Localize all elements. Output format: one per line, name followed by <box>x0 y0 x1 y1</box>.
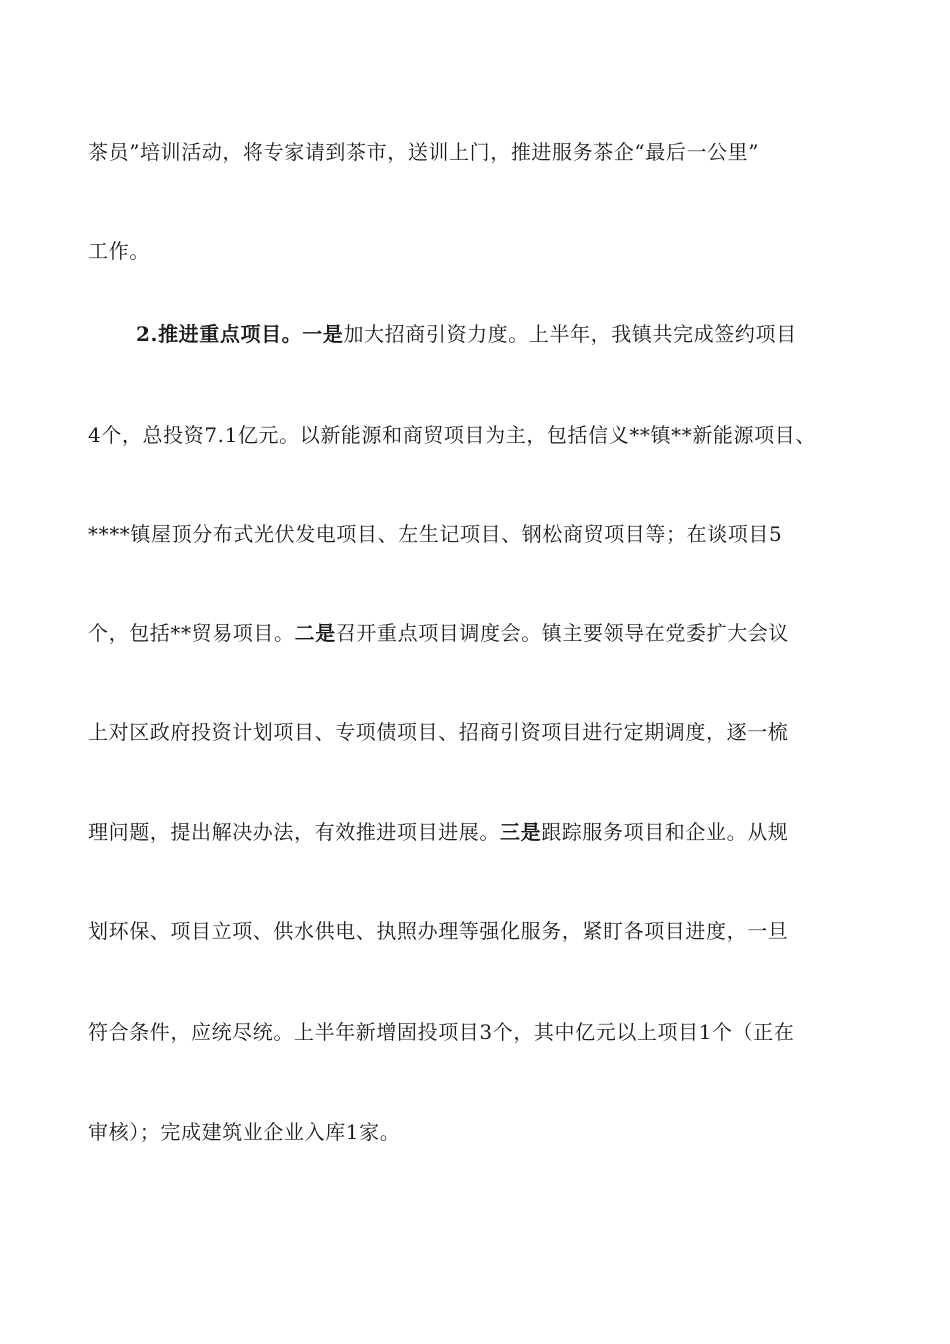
text-segment: 跟踪服务项目和企业。从规 <box>541 820 789 844</box>
paragraph-2-line-4 <box>88 619 878 647</box>
paragraph-2-line-1 <box>136 320 878 348</box>
text-segment: 工作。 <box>88 239 150 263</box>
text-segment: 加大招商引资力度。上半年，我镇共完成签约项目 <box>343 322 797 346</box>
paragraph-1-line-1 <box>88 138 878 166</box>
bold-marker: 三是 <box>500 820 542 844</box>
text-segment: 符合条件，应统尽统。上半年新增固投项目3个，其中亿元以上项目1个（正在 <box>88 1020 795 1044</box>
text-segment: ****镇屋顶分布式光伏发电项目、左生记项目、钢松商贸项目等；在谈项目5 <box>88 522 783 546</box>
text-segment: 茶员”培训活动，将专家请到茶市，送训上门，推进服务茶企“最后一公里” <box>88 140 760 164</box>
text-segment: 上对区政府投资计划项目、专项债项目、招商引资项目进行定期调度，逐一梳 <box>88 720 789 744</box>
paragraph-2-line-3 <box>88 520 878 548</box>
section-heading: 2.推进重点项目。 <box>136 322 303 346</box>
paragraph-2-line-8 <box>88 1018 878 1046</box>
paragraph-2-line-9 <box>88 1118 878 1146</box>
bold-marker: 一是 <box>302 322 344 346</box>
bold-marker: 二是 <box>294 621 336 645</box>
text-segment: 审核）；完成建筑业企业入库1家。 <box>88 1120 401 1144</box>
paragraph-2-line-2 <box>88 421 878 449</box>
paragraph-1-line-2 <box>88 237 878 265</box>
text-segment: 个，包括**贸易项目。 <box>88 621 295 645</box>
text-segment: 召开重点项目调度会。镇主要领导在党委扩大会议 <box>335 621 790 645</box>
paragraph-2-line-6 <box>88 818 878 846</box>
text-segment: 4个，总投资7.1亿元。以新能源和商贸项目为主，包括信义**镇**新能源项目、 <box>88 423 816 447</box>
paragraph-2-line-7 <box>88 917 878 945</box>
text-segment: 理问题，提出解决办法，有效推进项目进展。 <box>88 820 500 844</box>
paragraph-2-line-5 <box>88 718 878 746</box>
text-segment: 划环保、项目立项、供水供电、执照办理等强化服务，紧盯各项目进度，一旦 <box>88 919 789 943</box>
